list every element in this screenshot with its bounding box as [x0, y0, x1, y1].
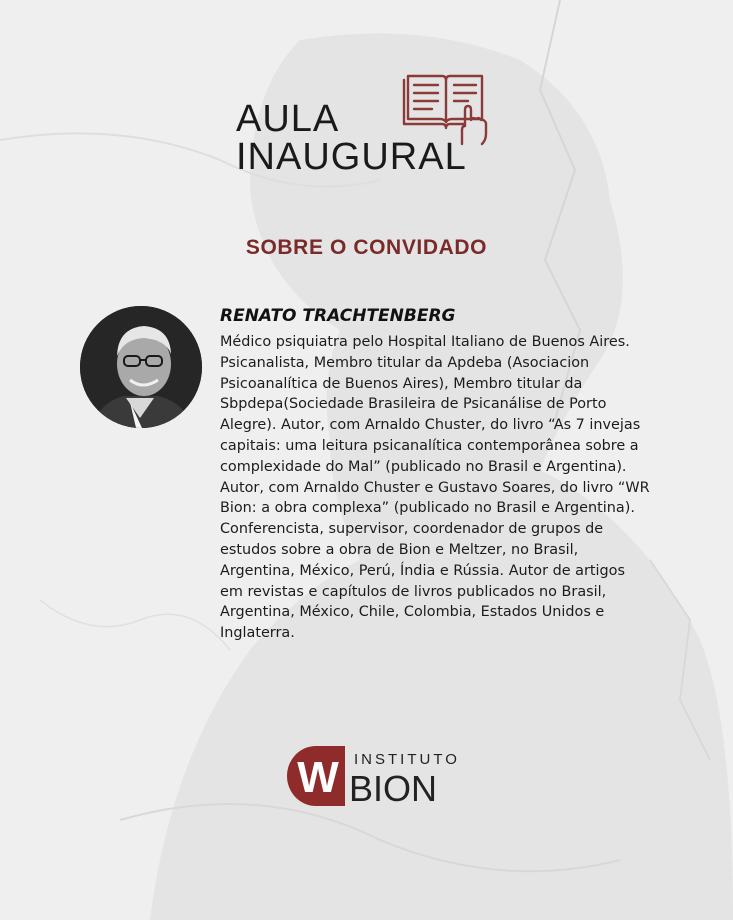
logo-bion-label: BION	[349, 768, 438, 809]
guest-photo	[80, 306, 202, 428]
open-book-hand-icon	[402, 70, 488, 146]
logo-letter: W	[297, 753, 339, 802]
avatar	[80, 306, 202, 428]
section-heading: SOBRE O CONVIDADO	[245, 236, 488, 259]
event-title-line2: INAUGURAL	[236, 136, 467, 178]
logo-institute-label: INSTITUTO	[354, 751, 460, 768]
guest-bio: Médico psiquiatra pelo Hospital Italiano de Buenos Aires. Psicanalista, Membro titular da Apdeba (Asociacion Psicoanalítica de Buenos Aires), Membro titular da Sbpdepa(Sociedade Brasileira de Psicanálise de Porto Alegre). Autor, com Arnaldo Chuster, do livro “As 7 invejas capitais: uma leitura psicanalítica contemporânea sobre a complexidade do Mal” (publicado no Brasil e Argentina). Autor, com Arnaldo Chuster e Gustavo Soares, do livro “WR Bion: a obra complexa” (publicado no Brasil e Argentina). Conferencista, supervisor, coordenador de grupos de estudos sobre a obra de Bion e Meltzer, no Brasil, Argentina, México, Perú, Índia e Rússia. Autor de artigos em revistas e capítulos de livros publicados no Brasil, Argentina, México, Chile, Colombia, Estados Unidos e Inglaterra.	[220, 334, 650, 642]
instituto-bion-logo-mark	[287, 746, 345, 806]
guest-name: RENATO TRACHTENBERG	[220, 306, 456, 326]
event-title-line1: AULA	[236, 98, 340, 140]
